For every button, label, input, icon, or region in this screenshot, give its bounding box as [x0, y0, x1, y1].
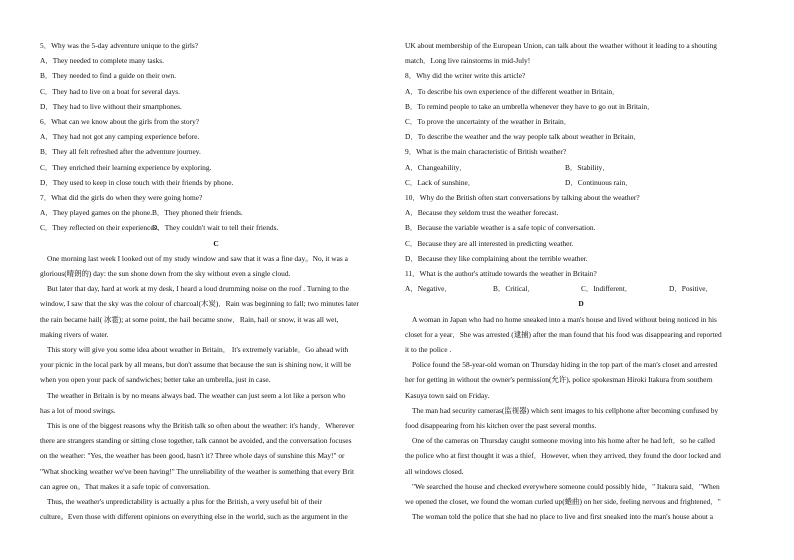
- section-d-heading: D: [578, 299, 584, 309]
- passage-c-line: the rain became hail( 冰雹); at some point, the hail became snow．Rain, hail or snow, it was all wet,: [40, 314, 339, 324]
- question-6-option-d: D．They used to keep in close touch with their friends by phone.: [40, 177, 234, 187]
- passage-c-line: But later that day, hard at work at my desk, I heard a loud drumming noise on the roof . Turning to the: [47, 284, 349, 294]
- question-10-option-d: D．Because they like complaining about the terrible weather.: [405, 253, 588, 263]
- question-8-option-c: C．To prove the uncertainty of the weather in Britain．: [405, 117, 572, 127]
- passage-c-line: This story will give you some idea about weather in Britain． It's extremely variable．Go ahead with: [47, 345, 349, 355]
- question-9-option-d: D．Continuous rain．: [565, 177, 633, 187]
- passage-c-line: Thus, the weather's unpredictability is actually a plus for the British, a very useful bit of their: [47, 497, 323, 507]
- passage-c-line: The weather in Britain is by no means always bad. The weather can just seem a lot like a person who: [47, 390, 346, 400]
- question-10-stem: 10．Why do the British often start conversations by talking about the weather?: [405, 193, 640, 203]
- question-7-option-b: B．They phoned their friends.: [152, 208, 243, 218]
- passage-d-line: food disappearing from his kitchen over the past several months.: [405, 421, 597, 431]
- question-5-option-a: A．They needed to complete many tasks.: [40, 56, 164, 66]
- question-10-option-b: B．Because the variable weather is a safe topic of conversation.: [405, 223, 596, 233]
- passage-d-line: The man had security cameras(监视器) which sent images to his cellphone after becoming confused by: [412, 405, 719, 415]
- question-7-option-c: C．They reflected on their experiences.: [40, 223, 159, 233]
- question-8-option-b: B．To remind people to take an umbrella whenever they have to go out in Britain．: [405, 101, 655, 111]
- question-5-option-d: D．They had to live without their smartphones.: [40, 101, 182, 111]
- passage-d-line: her for getting in without the owner's permission(允许), police spokesman Hiroki Itakura from southern: [405, 375, 713, 385]
- passage-c-line: glorious(晴朗的) day: the sun shone down from the sky without even a single cloud.: [40, 269, 291, 279]
- question-6-stem: 6．What can we know about the girls from the story?: [40, 117, 200, 127]
- question-8-option-a: A．To describe his own experience of the different weather in Britain．: [405, 86, 620, 96]
- right-column: [405, 38, 757, 525]
- question-7-option-a: A．They played games on the phone.: [40, 208, 153, 218]
- passage-c-line: "What shocking weather we've been having!" The unreliability of the weather is something that every Brit: [40, 466, 355, 476]
- passage-d-line: Police found the 58-year-old woman on Thursday hiding in the top part of the man's closet and arrested: [412, 360, 718, 370]
- passage-c-line: on the weather: "Yes, the weather has been good, hasn't it? Three whole days of sunshine this May!" or: [40, 451, 345, 461]
- question-11-option-a: A．Negative．: [405, 284, 452, 294]
- passage-c-line: there are strangers standing or sitting close together, talk cannot be avoided, and the conversation focuses: [40, 436, 352, 446]
- question-6-option-c: C．They enriched their learning experience by exploring.: [40, 162, 212, 172]
- passage-d-line: all windows closed.: [405, 466, 464, 476]
- passage-d-line: we opened the closet, we found the woman curled up(蜷曲) on her side, feeling nervous and frightened．": [405, 497, 721, 507]
- passage-d-line: The woman told the police that she had no place to live and first sneaked into the man's house about a: [412, 512, 713, 522]
- question-11-option-d: D．Positive．: [669, 284, 713, 294]
- question-11-option-b: B．Critical．: [493, 284, 535, 294]
- question-7-stem: 7．What did the girls do when they were going home?: [40, 193, 203, 203]
- passage-d-line: Kasuya town said on Friday.: [405, 390, 490, 400]
- question-7-options-cd: [40, 220, 392, 235]
- question-6-option-a: A．They had not got any camping experience before.: [40, 132, 200, 142]
- passage-c-line: making rivers of water.: [40, 329, 109, 339]
- question-5-option-c: C．They had to live on a boat for several days.: [40, 86, 180, 96]
- passage-c-end-line-2: match．Long live rainstorms in mid-July!: [405, 56, 531, 66]
- passage-c-line: One morning last week I looked out of my study window and saw that it was a fine day。No, it was a: [47, 253, 348, 263]
- question-9-option-a: A．Changeability．: [405, 162, 467, 172]
- question-6-option-b: B．They all felt refreshed after the adventure journey.: [40, 147, 201, 157]
- section-c-heading: C: [213, 238, 219, 248]
- question-11-stem: 11．What is the author's attitude towards the weather in Britain?: [405, 269, 597, 279]
- passage-c-line: culture。Even those with different opinions on everything else in the world, such as the argument in the: [40, 512, 348, 522]
- question-9-stem: 9．What is the main characteristic of British weather?: [405, 147, 567, 157]
- question-8-option-d: D．To describe the weather and the way people talk about weather in Britain．: [405, 132, 641, 142]
- question-5-option-b: B．They needed to find a guide on their own.: [40, 71, 177, 81]
- question-11-option-c: C．Indifferent．: [581, 284, 633, 294]
- passage-d-line: "We searched the house and checked everywhere someone could possibly hide，" Itakura said．"When: [412, 481, 720, 491]
- question-10-option-a: A．Because they seldom trust the weather forecast.: [405, 208, 559, 218]
- question-9-options-cd: [405, 175, 757, 190]
- question-9-option-c: C．Lack of sunshine．: [405, 177, 476, 187]
- passage-d-line: the police who at first thought it was a thief．However, when they arrived, they found the door locked and: [405, 451, 721, 461]
- passage-c-end-line-1: UK about membership of the European Union, can talk about the weather without it leading to a shouting: [405, 41, 717, 50]
- left-column: [40, 38, 392, 525]
- passage-d: [405, 312, 757, 525]
- passage-d-line: A woman in Japan who had no home sneaked into a man's house and lived without being noticed in his: [412, 314, 717, 324]
- passage-c-line: has a lot of mood swings.: [40, 405, 116, 415]
- question-11-options: [405, 281, 757, 296]
- passage-d-line: closet for a year．She was arrested (逮捕) after the man found that his food was disappearing and reported: [405, 329, 722, 339]
- question-7-option-d: D．They couldn't wait to tell their friends.: [152, 223, 279, 233]
- passage-c-line: your picnic in the local park by all means, but don't assume that because the sun is shining now, it will be: [40, 360, 351, 370]
- passage-c-line: when you open your pack of sandwiches; better take an umbrella, just in case.: [40, 375, 271, 385]
- passage-c-line: can agree on。That makes it a safe topic of conversation.: [40, 481, 210, 491]
- question-9-option-b: B．Stability．: [565, 162, 610, 172]
- question-8-stem: 8．Why did the writer write this article?: [405, 71, 526, 81]
- passage-c-line: window, I saw that the sky was the colour of charcoal(木炭)．Rain was beginning to fall; two minutes later: [40, 299, 359, 309]
- passage-c: [40, 251, 392, 525]
- question-9-options-ab: [405, 160, 757, 175]
- question-7-options-ab: [40, 205, 392, 220]
- passage-c-line: This is one of the biggest reasons why the British talk so often about the weather: it's handy．Wherever: [47, 421, 355, 431]
- passage-d-line: it to the police .: [405, 345, 452, 355]
- question-10-option-c: C．Because they are all interested in predicting weather.: [405, 238, 574, 248]
- passage-d-line: One of the cameras on Thursday caught someone moving into his home after he had left．so he called: [412, 436, 715, 446]
- question-5-stem: 5．Why was the 5-day adventure unique to the girls?: [40, 41, 199, 50]
